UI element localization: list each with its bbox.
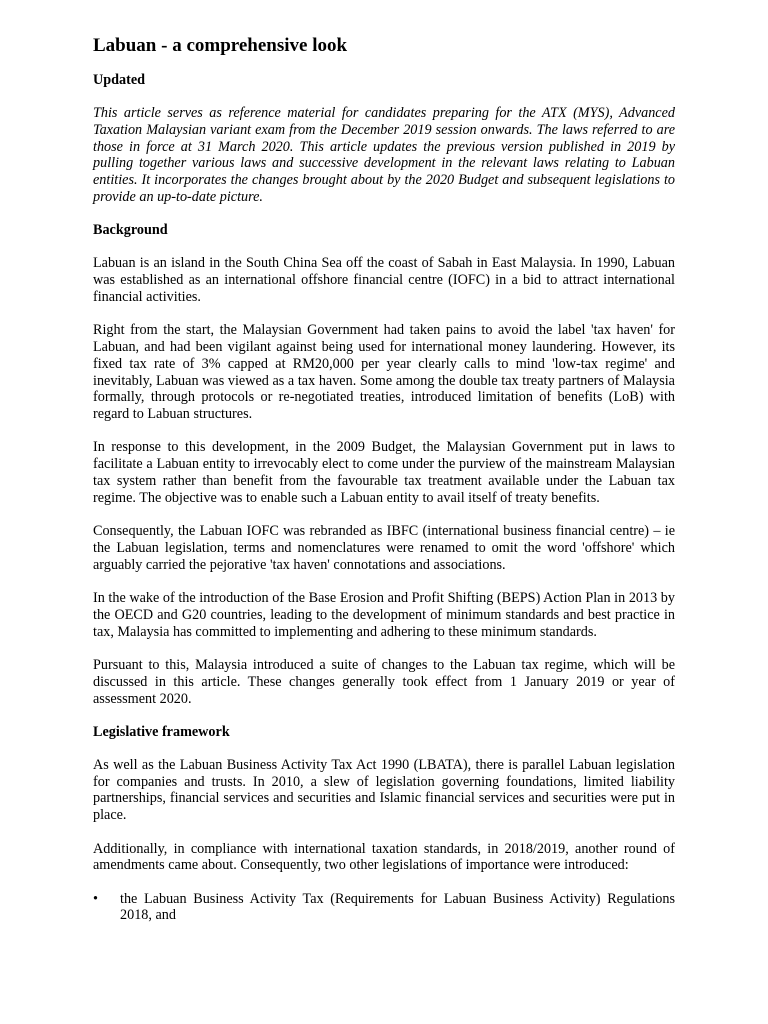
updated-paragraph: This article serves as reference material for candidates preparing for the ATX (MYS), Advanced Taxation Malaysian variant exam from the December 2019 session onwards. The laws referred to are those in force at 31 March 2020. This article updates the previous version published in 2019 by pulling together various laws and successive development in the relevant laws relating to Labuan entities. It incorporates the changes brought about by the 2020 Budget and subsequent legislations to provide an up-to-date picture. xyxy=(93,105,675,205)
legislative-paragraph-2: Additionally, in compliance with international taxation standards, in 2018/2019, another round of amendments came about. Consequently, two other legislations of importance were introduced: xyxy=(93,840,675,874)
background-paragraph-5: In the wake of the introduction of the Base Erosion and Profit Shifting (BEPS) Action Plan in 2013 by the OECD and G20 countries, leading to the development of minimum standards and best practice in tax, Malaysia has committed to implementing and adhering to these minimum standards. xyxy=(93,590,675,640)
legislative-paragraph-1: As well as the Labuan Business Activity Tax Act 1990 (LBATA), there is parallel Labuan legislation for companies and trusts. In 2010, a slew of legislation governing foundations, limited liability partnerships, financial services and securities and Islamic financial services and securities were put in place. xyxy=(93,756,675,824)
section-heading-background: Background xyxy=(93,222,168,239)
bullet-icon: • xyxy=(93,890,98,907)
legislation-bullet-list xyxy=(93,891,675,925)
background-paragraph-2: Right from the start, the Malaysian Government had taken pains to avoid the label 'tax haven' for Labuan, and had been vigilant against being used for international money laundering. However, its fixed tax rate of 3% capped at RM20,000 per year clearly calls to mind 'low-tax regime' and inevitably, Labuan was viewed as a tax haven. Some among the double tax treaty partners of Malaysia formally, through protocols or re-negotiated treaties, introduced limitation of benefits (LoB) with regard to Labuan structures. xyxy=(93,322,675,423)
background-paragraph-3: In response to this development, in the 2009 Budget, the Malaysian Government put in laws to facilitate a Labuan entity to irrevocably elect to come under the purview of the mainstream Malaysian tax system rather than benefit from the favourable tax treatment available under the Labuan tax regime. The objective was to enable such a Labuan entity to avail itself of treaty benefits. xyxy=(93,439,675,506)
background-paragraph-6: Pursuant to this, Malaysia introduced a suite of changes to the Labuan tax regime, which will be discussed in this article. These changes generally took effect from 1 January 2019 or year of assessment 2020. xyxy=(93,656,675,707)
background-paragraph-4: Consequently, the Labuan IOFC was rebranded as IBFC (international business financial centre) – ie the Labuan legislation, terms and nomenclatures were renamed to omit the word 'offshore' which arguably carried the pejorative 'tax haven' connotations and associations. xyxy=(93,523,675,573)
article-title: Labuan - a comprehensive look xyxy=(93,35,348,56)
section-heading-updated: Updated xyxy=(93,72,146,88)
list-item xyxy=(93,891,675,925)
section-heading-legislative-framework: Legislative framework xyxy=(93,723,230,740)
bullet-text: the Labuan Business Activity Tax (Requirements for Labuan Business Activity) Regulations 2018, and xyxy=(120,890,675,924)
background-paragraph-1: Labuan is an island in the South China Sea off the coast of Sabah in East Malaysia. In 1990, Labuan was established as an international offshore financial centre (IOFC) in a bid to attract international financial activities. xyxy=(93,255,675,305)
